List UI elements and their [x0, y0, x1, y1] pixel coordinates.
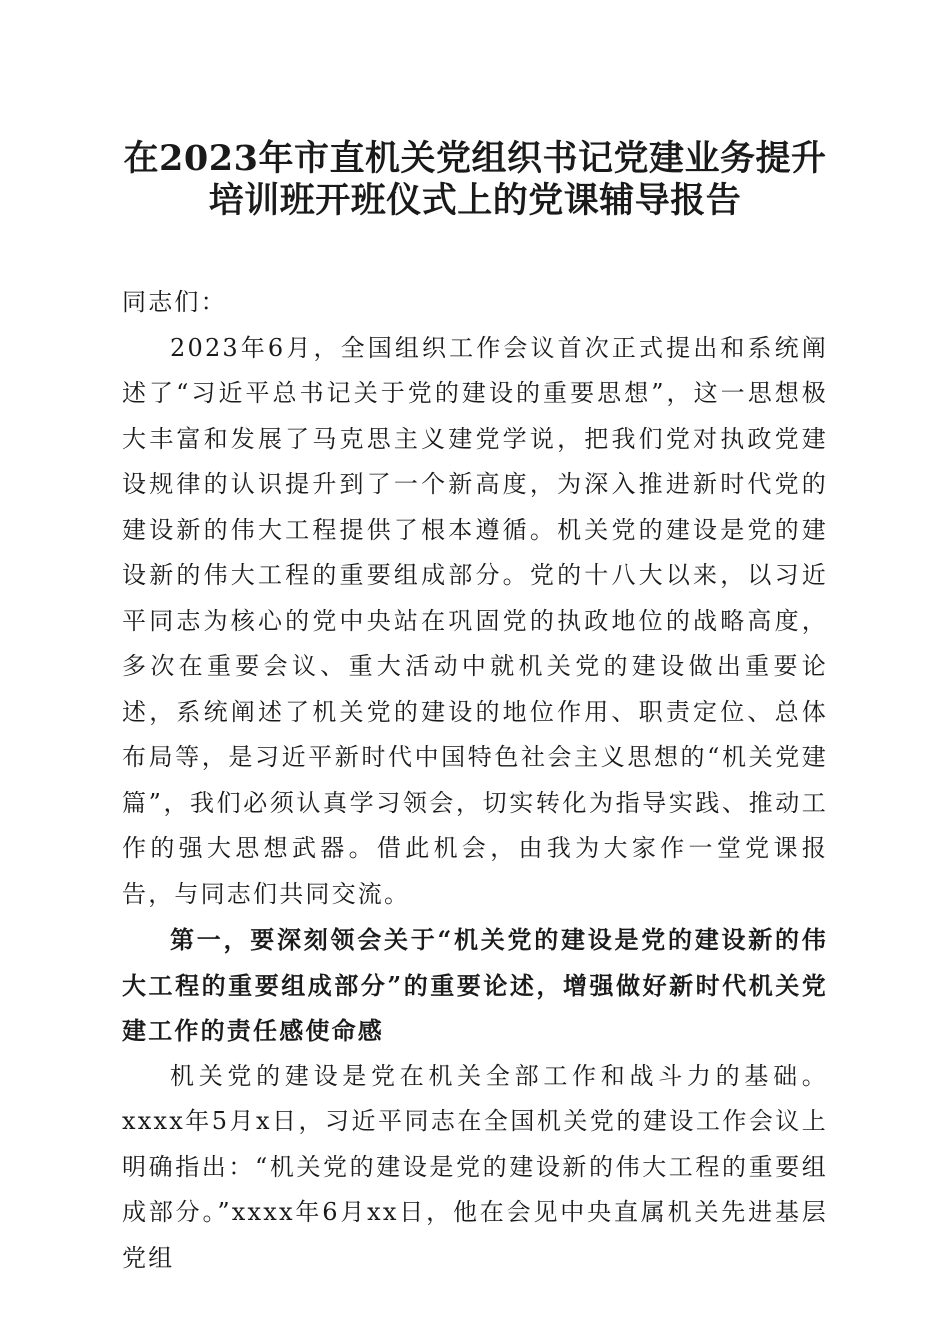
paragraph-2: 机关党的建设是党在机关全部工作和战斗力的基础。xxxx年5月x日，习近平同志在全国机关党的建设工作会议上明确指出：“机关党的建设是党的建设新的伟大工程的重要组成部分。”xxxx年6月xx日，他在会见中央直属机关先进基层党组 — [122, 1061, 828, 1272]
paragraph-1: 2023年6月，全国组织工作会议首次正式提出和系统阐述了“习近平总书记关于党的建设的重要思想”，这一思想极大丰富和发展了马克思主义建党学说，把我们党对执政党建设规律的认识提升到了一个新高度，为深入推进新时代党的建设新的伟大工程提供了根本遵循。机关党的建设是党的建设新的伟大工程的重要组成部分。党的十八大以来，以习近平同志为核心的党中央站在巩固党的执政地位的战略高度，多次在重要会议、重大活动中就机关党的建设做出重要论述，系统阐述了机关党的建设的地位作用、职责定位、总体布局等，是习近平新时代中国特色社会主义思想的“机关党建篇”，我们必须认真学习领会，切实转化为指导实践、推动工作的强大思想武器。借此机会，由我为大家作一堂党课报告，与同志们共同交流。 — [122, 333, 828, 908]
title-line-2: 培训班开班仪式上的党课辅导报告 — [208, 180, 742, 221]
salutation: 同志们： — [122, 288, 227, 316]
document-title — [122, 138, 828, 222]
title-line-1: 在2023年市直机关党组织书记党建业务提升 — [123, 138, 827, 179]
document-body — [122, 280, 828, 1281]
section-heading-1: 第一，要深刻领会关于“机关党的建设是党的建设新的伟大工程的重要组成部分”的重要论述，增强做好新时代机关党建工作的责任感使命感 — [122, 925, 828, 1045]
